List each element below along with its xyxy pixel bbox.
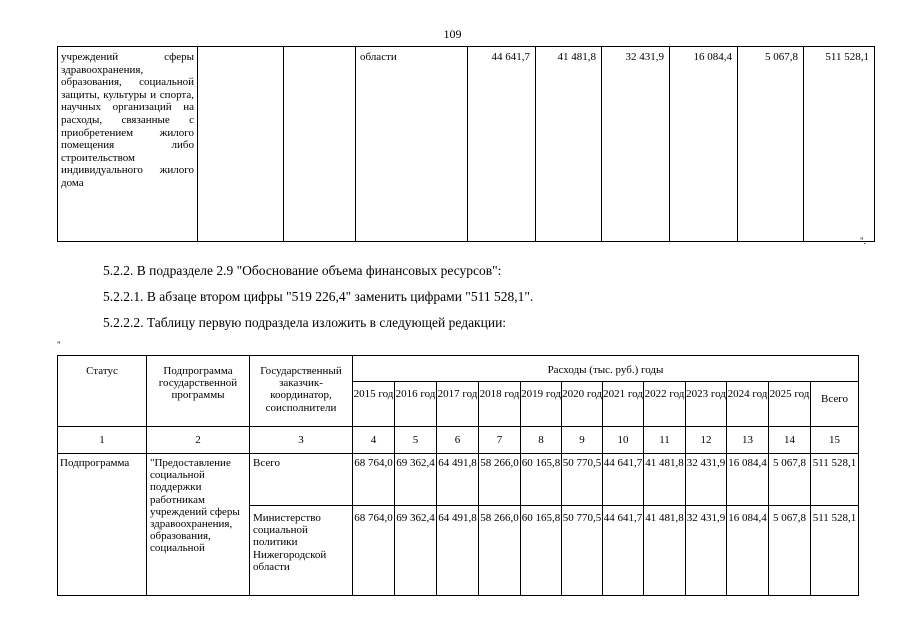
column-number: 5 xyxy=(395,427,437,454)
value-cell: 69 362,4 xyxy=(395,506,437,596)
column-number: 15 xyxy=(811,427,859,454)
closing-quote: ". xyxy=(860,236,866,246)
header-year: 2020 год xyxy=(562,382,603,427)
value-cell: 50 770,5 xyxy=(562,506,603,596)
value-cell: 5 067,8 xyxy=(769,506,811,596)
header-year: 2023 год xyxy=(686,382,727,427)
value-cell: 16 084,4 xyxy=(727,454,769,506)
column-number: 4 xyxy=(353,427,395,454)
column-number: 8 xyxy=(521,427,562,454)
header-year: 2022 год xyxy=(644,382,686,427)
empty-cell xyxy=(198,47,284,242)
header-year: 2015 год xyxy=(353,382,395,427)
value-cell: 41 481,8 xyxy=(644,506,686,596)
header-expenses: Расходы (тыс. руб.) годы xyxy=(353,356,859,382)
continued-table xyxy=(57,46,875,242)
total-cell: 511 528,1 xyxy=(811,506,859,596)
value-cell: 50 770,5 xyxy=(562,454,603,506)
value-cell: 60 165,8 xyxy=(521,454,562,506)
column-number: 10 xyxy=(603,427,644,454)
column-number: 14 xyxy=(769,427,811,454)
header-year: 2016 год xyxy=(395,382,437,427)
subprogram-cell: "Предоставление социальной поддержки работникам учреждений сферы здравоохранения, образования, социальной xyxy=(147,454,250,596)
empty-cell xyxy=(284,47,356,242)
header-year: 2021 год xyxy=(603,382,644,427)
value-cell: 32 431,9 xyxy=(686,506,727,596)
header-total: Всего xyxy=(811,382,859,427)
opening-quote: " xyxy=(57,340,61,350)
paragraph: 5.2.2.2. Таблицу первую подраздела изложить в следующей редакции: xyxy=(103,315,507,330)
value-cell: 41 481,8 xyxy=(644,454,686,506)
status-cell: Подпрограмма xyxy=(58,454,147,596)
column-number: 7 xyxy=(479,427,521,454)
value-cell: 16 084,4 xyxy=(670,47,738,242)
header-subprogram: Подпрограмма государственной программы xyxy=(147,356,250,427)
value-cell: 16 084,4 xyxy=(727,506,769,596)
value-cell: 58 266,0 xyxy=(479,454,521,506)
customer-cell: Министерство социальной политики Нижегородской области xyxy=(250,506,353,596)
total-cell: 511 528,1 xyxy=(811,454,859,506)
paragraph: 5.2.2. В подразделе 2.9 "Обоснование объема финансовых ресурсов": xyxy=(103,263,502,278)
page-number: 109 xyxy=(443,27,462,41)
header-year: 2024 год xyxy=(727,382,769,427)
header-year: 2017 год xyxy=(437,382,479,427)
header-year: 2025 год xyxy=(769,382,811,427)
measure-description: учреждений сферы здравоохранения, образования, социальной защиты, культуры и спорта, научных организаций на расходы, связанные с приобретением жилого помещения либо строительством индивидуального жилого дома xyxy=(58,47,198,242)
header-year: 2018 год xyxy=(479,382,521,427)
column-number: 1 xyxy=(58,427,147,454)
value-cell: 44 641,7 xyxy=(468,47,536,242)
value-cell: 5 067,8 xyxy=(769,454,811,506)
total-cell: 511 528,1 xyxy=(804,47,875,242)
column-number: 11 xyxy=(644,427,686,454)
column-number: 9 xyxy=(562,427,603,454)
value-cell: 5 067,8 xyxy=(738,47,804,242)
header-year: 2019 год xyxy=(521,382,562,427)
column-number: 12 xyxy=(686,427,727,454)
value-cell: 58 266,0 xyxy=(479,506,521,596)
value-cell: 69 362,4 xyxy=(395,454,437,506)
customer-label: области xyxy=(356,47,468,242)
value-cell: 44 641,7 xyxy=(603,454,644,506)
column-number: 6 xyxy=(437,427,479,454)
paragraph: 5.2.2.1. В абзаце втором цифры "519 226,4" заменить цифрами "511 528,1". xyxy=(103,289,534,304)
header-status: Статус xyxy=(58,356,147,427)
value-cell: 44 641,7 xyxy=(603,506,644,596)
value-cell: 64 491,8 xyxy=(437,454,479,506)
value-cell: 60 165,8 xyxy=(521,506,562,596)
value-cell: 32 431,9 xyxy=(602,47,670,242)
column-number: 13 xyxy=(727,427,769,454)
column-number: 2 xyxy=(147,427,250,454)
customer-cell: Всего xyxy=(250,454,353,506)
value-cell: 68 764,0 xyxy=(353,454,395,506)
column-number: 3 xyxy=(250,427,353,454)
finance-table xyxy=(57,355,859,596)
value-cell: 32 431,9 xyxy=(686,454,727,506)
value-cell: 64 491,8 xyxy=(437,506,479,596)
value-cell: 41 481,8 xyxy=(536,47,602,242)
header-customer: Государственный заказчик-координатор, соисполнители xyxy=(250,356,353,427)
value-cell: 68 764,0 xyxy=(353,506,395,596)
